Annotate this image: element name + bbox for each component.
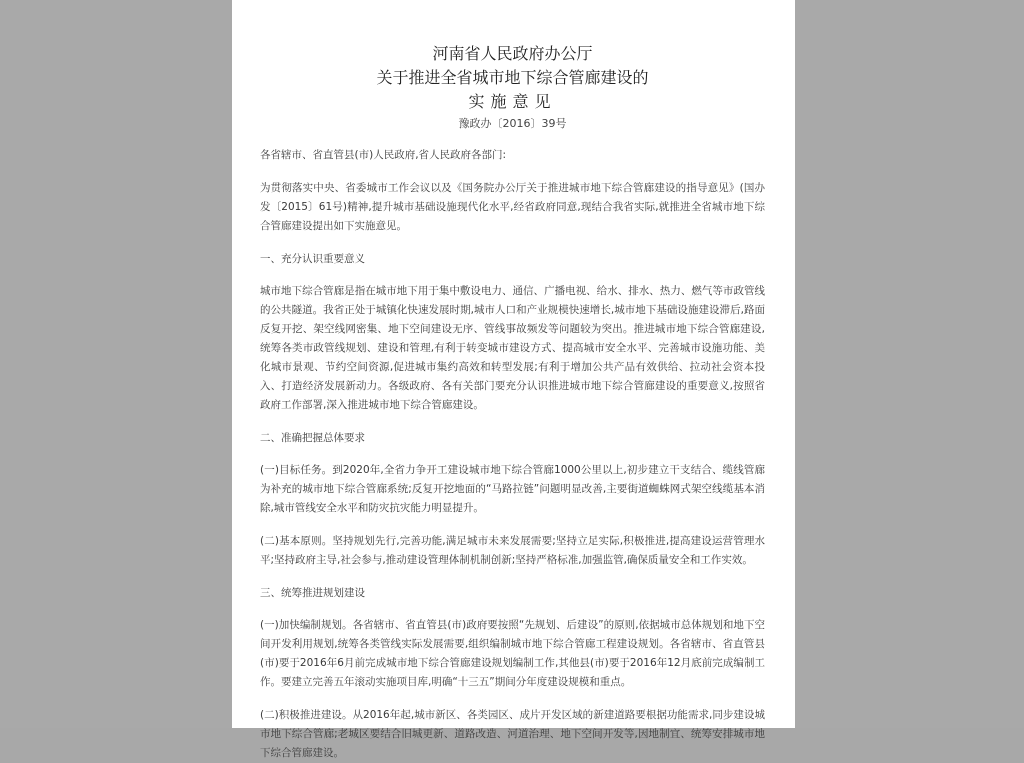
section-2-item-1: (一)目标任务。到2020年,全省力争开工建设城市地下综合管廊1000公里以上,初步建立干支结合、缆线管廊为补充的城市地下综合管廊系统;反复开挖地面的“马路拉链”问题明显改善,主要街道蜘蛛网式架空线缆基本消除,城市管线安全水平和防灾抗灾能力明显提升。 [260,464,765,514]
section-3-heading: 三、统筹推进规划建设 [260,587,365,599]
section-3-item-1: (一)加快编制规划。各省辖市、省直管县(市)政府要按照“先规划、后建设”的原则,依据城市总体规划和地下空间开发利用规划,统筹各类管线实际发展需要,组织编制城市地下综合管廊工程建设规划。各省辖市、省直管县(市)要于2016年6月前完成城市地下综合管廊建设规划编制工作,其他县(市)要于2016年12月底前完成编制工作。要建立完善五年滚动实施项目库,明确“十三五”期间分年度建设规模和重点。 [260,619,765,688]
section-2-item-2: (二)基本原则。坚持规划先行,完善功能,满足城市未来发展需要;坚持立足实际,积极推进,提高建设运营管理水平;坚持政府主导,社会参与,推动建设管理体制机制创新;坚持严格标准,加强监管,确保质量安全和工作实效。 [260,535,765,566]
salutation: 各省辖市、省直管县(市)人民政府,省人民政府各部门: [260,149,507,161]
section-1-heading: 一、充分认识重要意义 [260,253,365,265]
intro-paragraph: 为贯彻落实中央、省委城市工作会议以及《国务院办公厅关于推进城市地下综合管廊建设的指导意见》(国办发〔2015〕61号)精神,提升城市基础设施现代化水平,经省政府同意,现结合我省实际,就推进全省城市地下综合管廊建设提出如下实施意见。 [260,182,765,232]
section-3-item-2: (二)积极推进建设。从2016年起,城市新区、各类园区、成片开发区域的新建道路要根据功能需求,同步建设城市地下综合管廊;老城区要结合旧城更新、道路改造、河道治理、地下空间开发等,因地制宜、统筹安排城市地下综合管廊建设。 [260,709,765,759]
section-1-body: 城市地下综合管廊是指在城市地下用于集中敷设电力、通信、广播电视、给水、排水、热力、燃气等市政管线的公共隧道。我省正处于城镇化快速发展时期,城市人口和产业规模快速增长,城市地下基础设施建设滞后,路面反复开挖、架空线网密集、地下空间建设无序、管线事故频发等问题较为突出。推进城市地下综合管廊建设,统筹各类市政管线规划、建设和管理,有利于转变城市建设方式、提高城市安全水平、完善城市设施功能、美化城市景观、节约空间资源,促进城市集约高效和转型发展;有利于增加公共产品有效供给、拉动社会资本投入、打造经济发展新动力。各级政府、各有关部门要充分认识推进城市地下综合管廊建设的重要意义,按照省政府工作部署,深入推进城市地下综合管廊建设。 [260,285,765,411]
document-number: 豫政办〔2016〕39号 [458,117,567,130]
document-title-line-2: 关于推进全省城市地下综合管廊建设的 [376,68,649,87]
document-page [232,0,795,759]
document-title-line-1: 河南省人民政府办公厅 [432,44,593,63]
document-title-line-3: 实施意见 [468,92,557,111]
section-2-heading: 二、准确把握总体要求 [260,432,365,444]
